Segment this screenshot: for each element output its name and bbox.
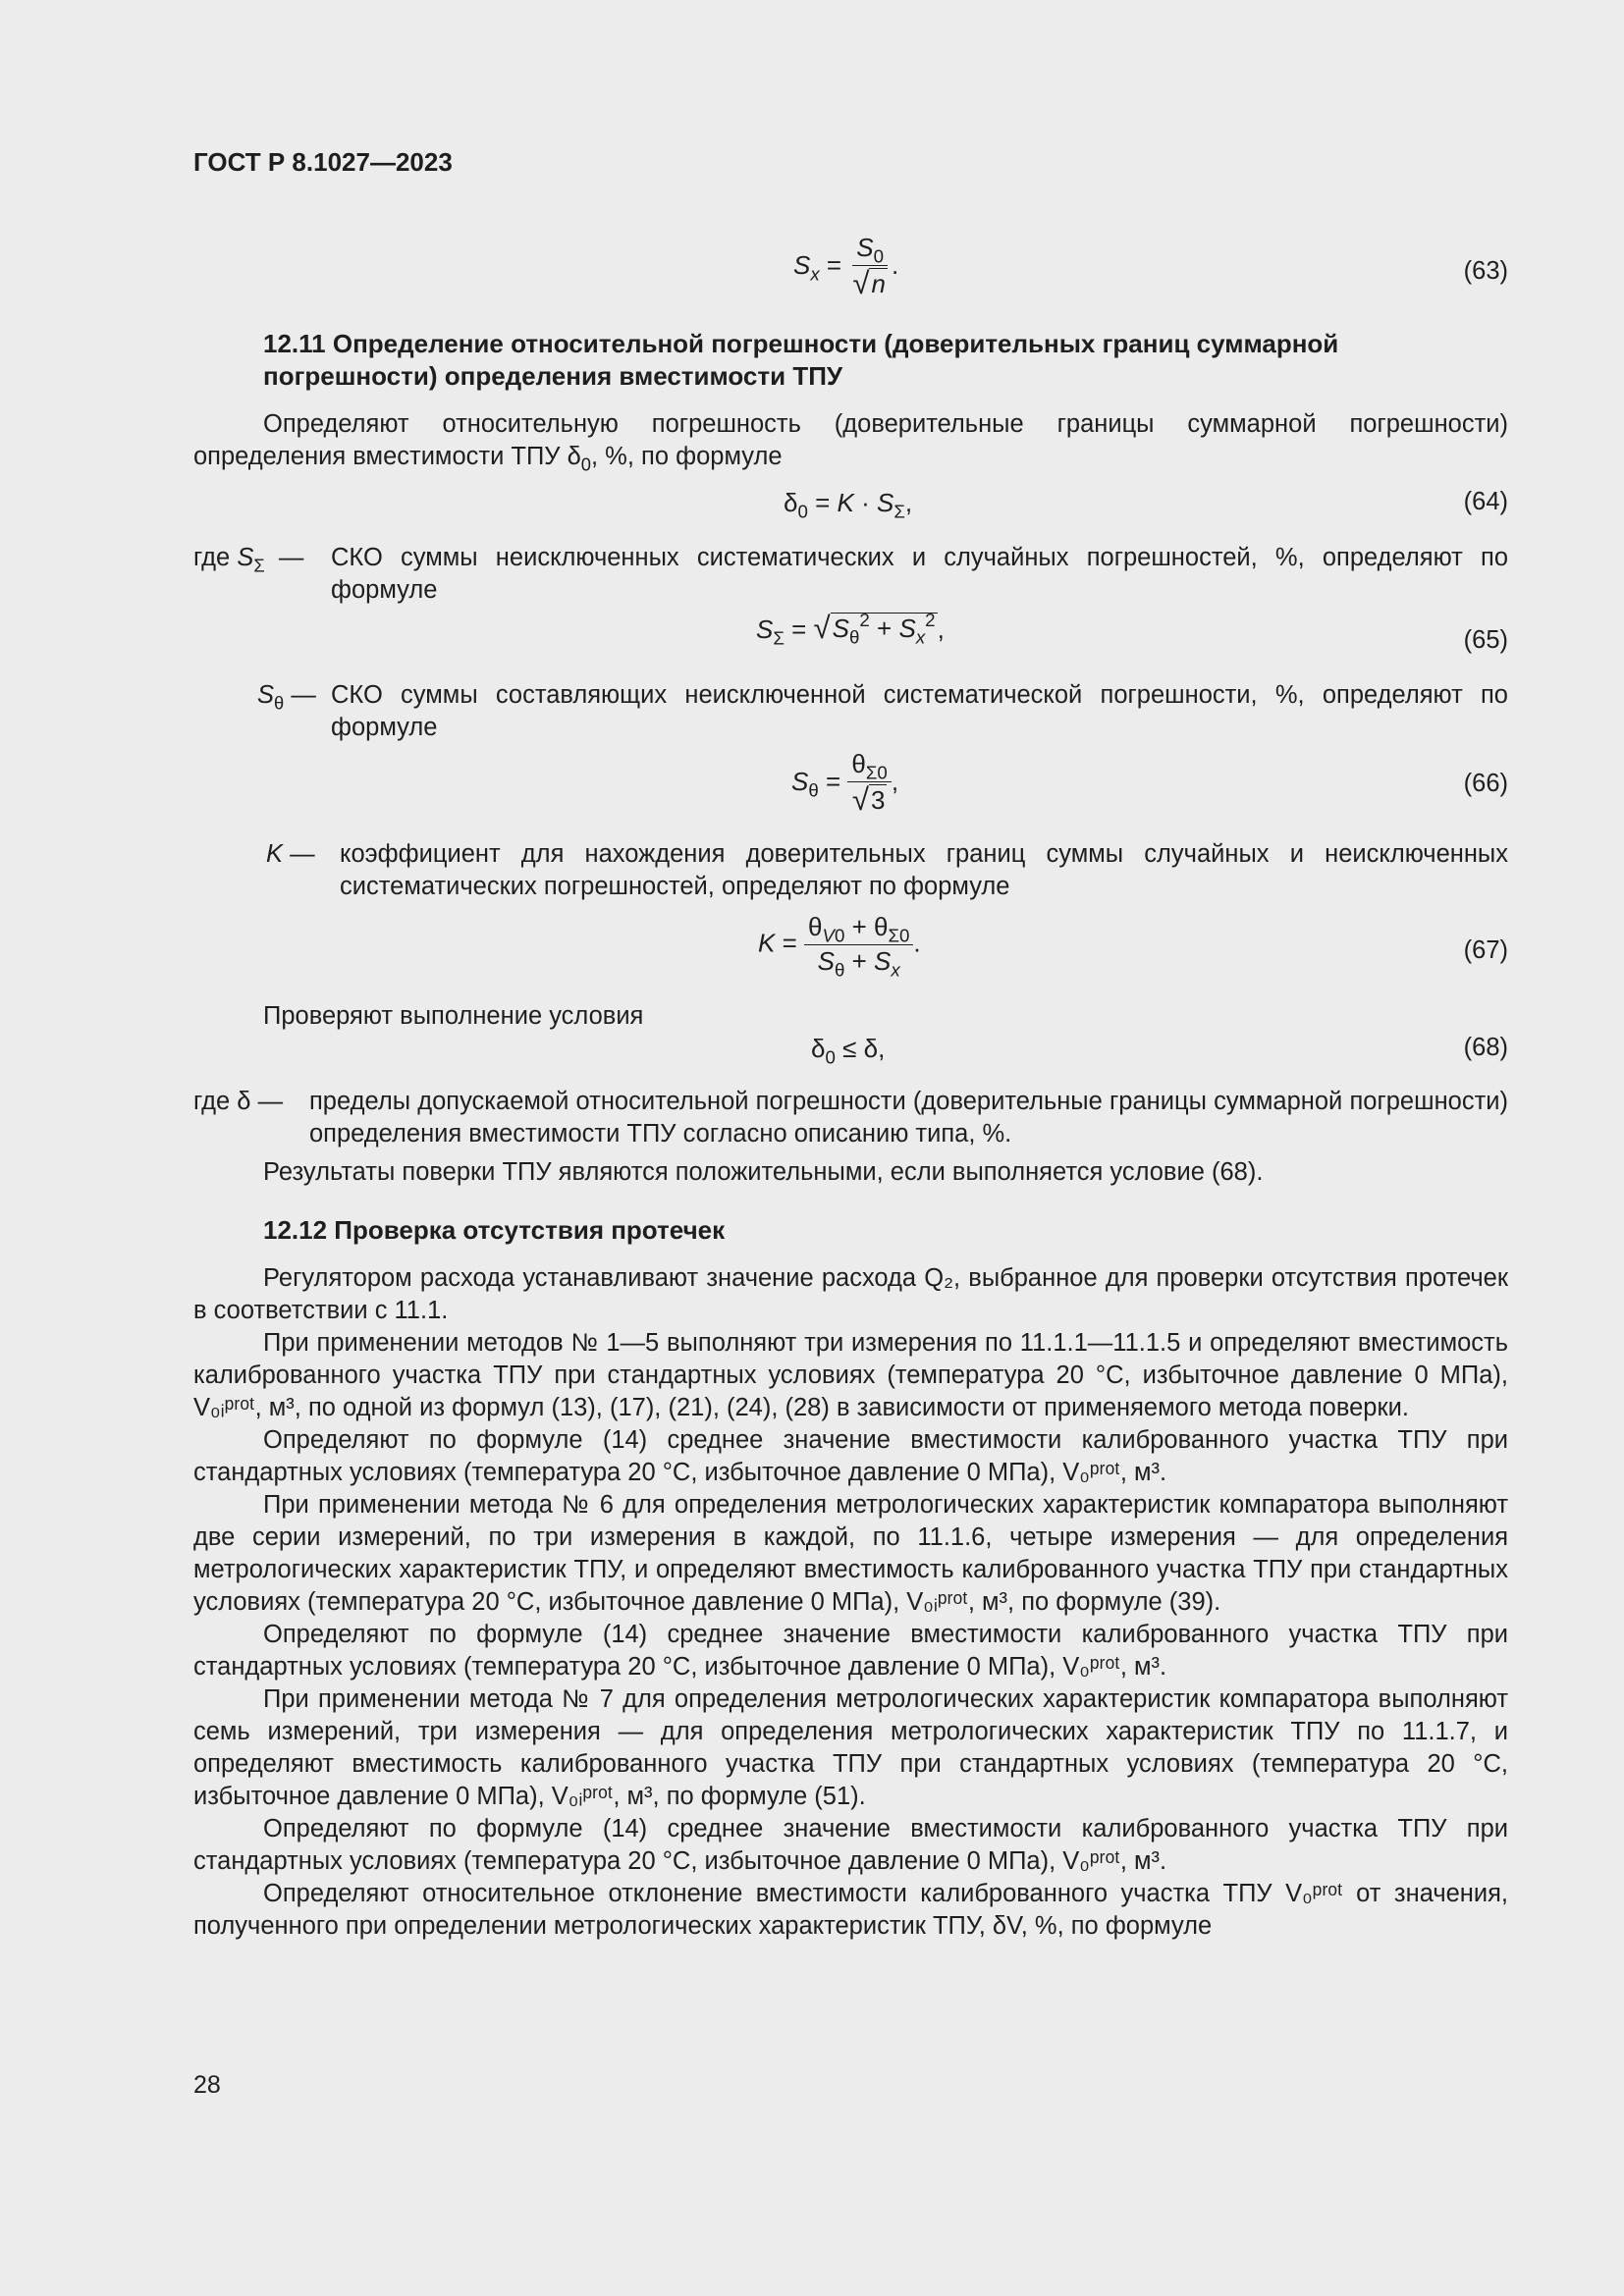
definition-ssigma <box>193 542 1508 607</box>
definition-term: где $S_\Sigma$ — <box>193 544 304 576</box>
formula-68: $\delta_0 \le \delta$, <box>811 1034 886 1068</box>
result-statement: Результаты поверки ТПУ являются положительными, если выполняется условие (68). <box>263 1158 1264 1186</box>
definition-term: где δ — <box>193 1088 284 1115</box>
page-number: 28 <box>193 2071 221 2099</box>
document-header: ГОСТ Р 8.1027—2023 <box>193 147 453 177</box>
paragraph-line: определения вместимости ТПУ $\delta_0$, %, по формуле <box>193 443 783 475</box>
paragraph: При применении метода № 7 для определения метрологических характеристик компаратора выполняют семь измерений, три измерения — для определения метрологических характеристик ТПУ по 11.1.7, и определяют вместимость калиброванного участка ТПУ при стандартных условиях (температура 20 °С, избыточное давление 0 МПа), V₀ᵢᵖʳᵒᵗ, м³, по формуле (51). <box>193 1685 1508 1810</box>
definition-text: СКО суммы составляющих неисключенной систематической погрешности, %, определяют по формуле <box>331 681 1508 741</box>
formula-65: $S_\Sigma$ = √ $S_\theta^2 + S_x^2$ , <box>756 609 945 649</box>
paragraph: При применении метода № 6 для определения метрологических характеристик компаратора выполняют две серии измерений, по три измерения в каждой, по 11.1.6, четыре измерения — для определения метрологических характеристик ТПУ, и определяют вместимость калиброванного участка ТПУ при стандартных условиях (температура 20 °С, избыточное давление 0 МПа), V₀ᵢᵖʳᵒᵗ, м³, по формуле (39). <box>193 1491 1508 1616</box>
section-12-12-body <box>193 1262 1508 1943</box>
definition-delta <box>193 1086 1508 1150</box>
definition-k <box>266 838 1508 903</box>
equation-number-66: (66) <box>1463 770 1508 797</box>
equation-number-67: (67) <box>1463 936 1508 964</box>
paragraph-12-11-intro <box>193 408 1508 473</box>
definition-term: K — <box>266 840 315 868</box>
definition-text: коэффициент для нахождения доверительных границ суммы случайных и неисключенных систематических погрешностей, определяют по формуле <box>340 840 1508 900</box>
definition-stheta <box>257 679 1508 744</box>
equation-number-63: (63) <box>1463 257 1508 285</box>
definition-term: $S_\theta$ — <box>257 681 316 714</box>
formula-67: K = $\frac{\theta_{V0} + \theta_{\Sigma 0}}{S_\theta + S_x}$ . <box>758 912 921 981</box>
definition-text: СКО суммы неисключенных систематических и случайных погрешностей, %, определяют по формуле <box>331 544 1508 604</box>
paragraph: Определяют по формуле (14) среднее значение вместимости калиброванного участка ТПУ при стандартных условиях (температура 20 °С, избыточное давление 0 МПа), V₀ᵖʳᵒᵗ, м³. <box>193 1621 1508 1681</box>
formula-64: $\delta_0 = K \cdot S_\Sigma$, <box>784 488 913 522</box>
paragraph-line: Определяют относительную погрешность (доверительные границы суммарной погрешности) <box>263 410 1508 438</box>
paragraph: Регулятором расхода устанавливают значение расхода Q₂, выбранное для проверки отсутствия протечек в соответствии с 11.1. <box>193 1264 1508 1324</box>
formula-66: $S_\theta$ = $\theta_{\Sigma 0}$ √ 3 , <box>791 749 899 817</box>
equation-number-65: (65) <box>1463 626 1508 654</box>
paragraph: При применении методов № 1—5 выполняют три измерения по 11.1.1—11.1.5 и определяют вместимость калиброванного участка ТПУ при стандартных условиях (температура 20 °С, избыточное давление 0 МПа), V₀ᵢᵖʳᵒᵗ, м³, по одной из формул (13), (17), (21), (24), (28) в зависимости от применяемого метода поверки. <box>193 1329 1508 1421</box>
paragraph: Определяют по формуле (14) среднее значение вместимости калиброванного участка ТПУ при стандартных условиях (температура 20 °С, избыточное давление 0 МПа), V₀ᵖʳᵒᵗ, м³. <box>193 1426 1508 1486</box>
section-heading-12-12: 12.12 Проверка отсутствия протечек <box>263 1215 726 1245</box>
formula-63: $S_x$ = $S_0$ √ n . <box>793 233 899 300</box>
paragraph: Определяют относительное отклонение вместимости калиброванного участка ТПУ V₀ᵖʳᵒᵗ от значения, полученного при определении метрологических характеристик ТПУ, δV, %, по формуле <box>193 1880 1508 1940</box>
equation-number-68: (68) <box>1463 1034 1508 1061</box>
section-heading-12-11: 12.11 Определение относительной погрешности (доверительных границ суммарной погрешности) определения вместимости ТПУ <box>263 329 1339 391</box>
equation-number-64: (64) <box>1463 488 1508 515</box>
definition-text: пределы допускаемой относительной погрешности (доверительные границы суммарной погрешности) определения вместимости ТПУ согласно описанию типа, %. <box>309 1088 1508 1148</box>
check-condition-text: Проверяют выполнение условия <box>263 1002 644 1030</box>
paragraph: Определяют по формуле (14) среднее значение вместимости калиброванного участка ТПУ при стандартных условиях (температура 20 °С, избыточное давление 0 МПа), V₀ᵖʳᵒᵗ, м³. <box>193 1815 1508 1875</box>
